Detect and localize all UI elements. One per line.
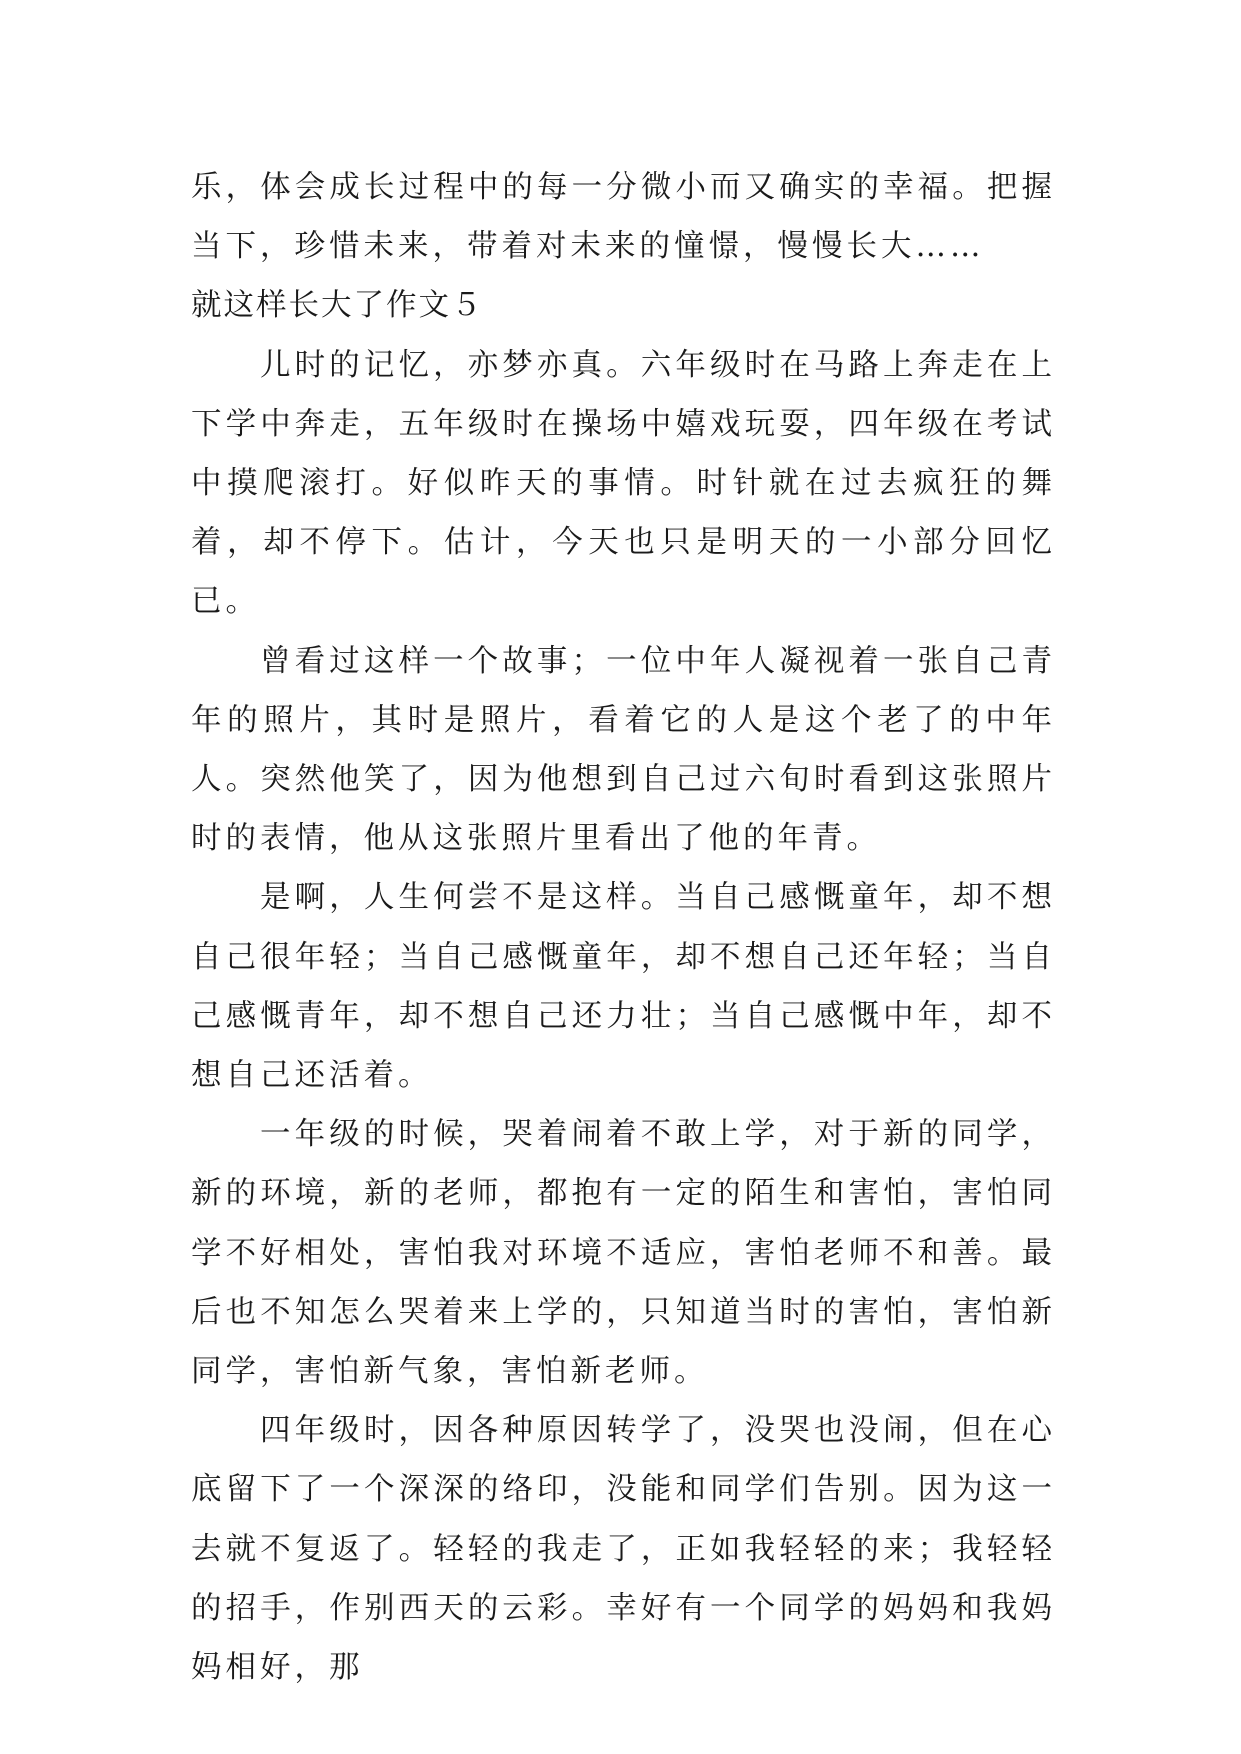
continued-paragraph: 乐，体会成长过程中的每一分微小而又确实的幸福。把握当下，珍惜未来，带着对未来的憧憬，慢慢长大……	[191, 170, 1056, 265]
paragraph: 曾看过这样一个故事；一位中年人凝视着一张自己青年的照片，其时是照片，看着它的人是这个老了的中年人。突然他笑了，因为他想到自己过六旬时看到这张照片时的表情，他从这张照片里看出了他的年青。	[191, 643, 1056, 857]
paragraph: 四年级时，因各种原因转学了，没哭也没闹，但在心底留下了一个深深的络印，没能和同学们告别。因为这一去就不复返了。轻轻的我走了，正如我轻轻的来；我轻轻的招手，作别西天的云彩。幸好有一个同学的妈妈和我妈妈相好，那	[191, 1413, 1056, 1686]
section-heading: 就这样长大了作文５	[191, 288, 484, 324]
paragraph: 儿时的记忆，亦梦亦真。六年级时在马路上奔走在上下学中奔走，五年级时在操场中嬉戏玩耍，四年级在考试中摸爬滚打。好似昨天的事情。时针就在过去疯狂的舞着，却不停下。估计，今天也只是明天的一小部分回忆已。	[191, 347, 1056, 620]
paragraph: 一年级的时候，哭着闹着不敢上学，对于新的同学，新的环境，新的老师，都抱有一定的陌生和害怕，害怕同学不好相处，害怕我对环境不适应，害怕老师不和善。最后也不知怎么哭着来上学的，只知道当时的害怕，害怕新同学，害怕新气象，害怕新老师。	[191, 1117, 1056, 1390]
paragraph: 是啊，人生何尝不是这样。当自己感慨童年，却不想自己很年轻；当自己感慨童年，却不想自己还年轻；当自己感慨青年，却不想自己还力壮；当自己感慨中年，却不想自己还活着。	[191, 880, 1056, 1094]
document-body	[191, 158, 1056, 1697]
